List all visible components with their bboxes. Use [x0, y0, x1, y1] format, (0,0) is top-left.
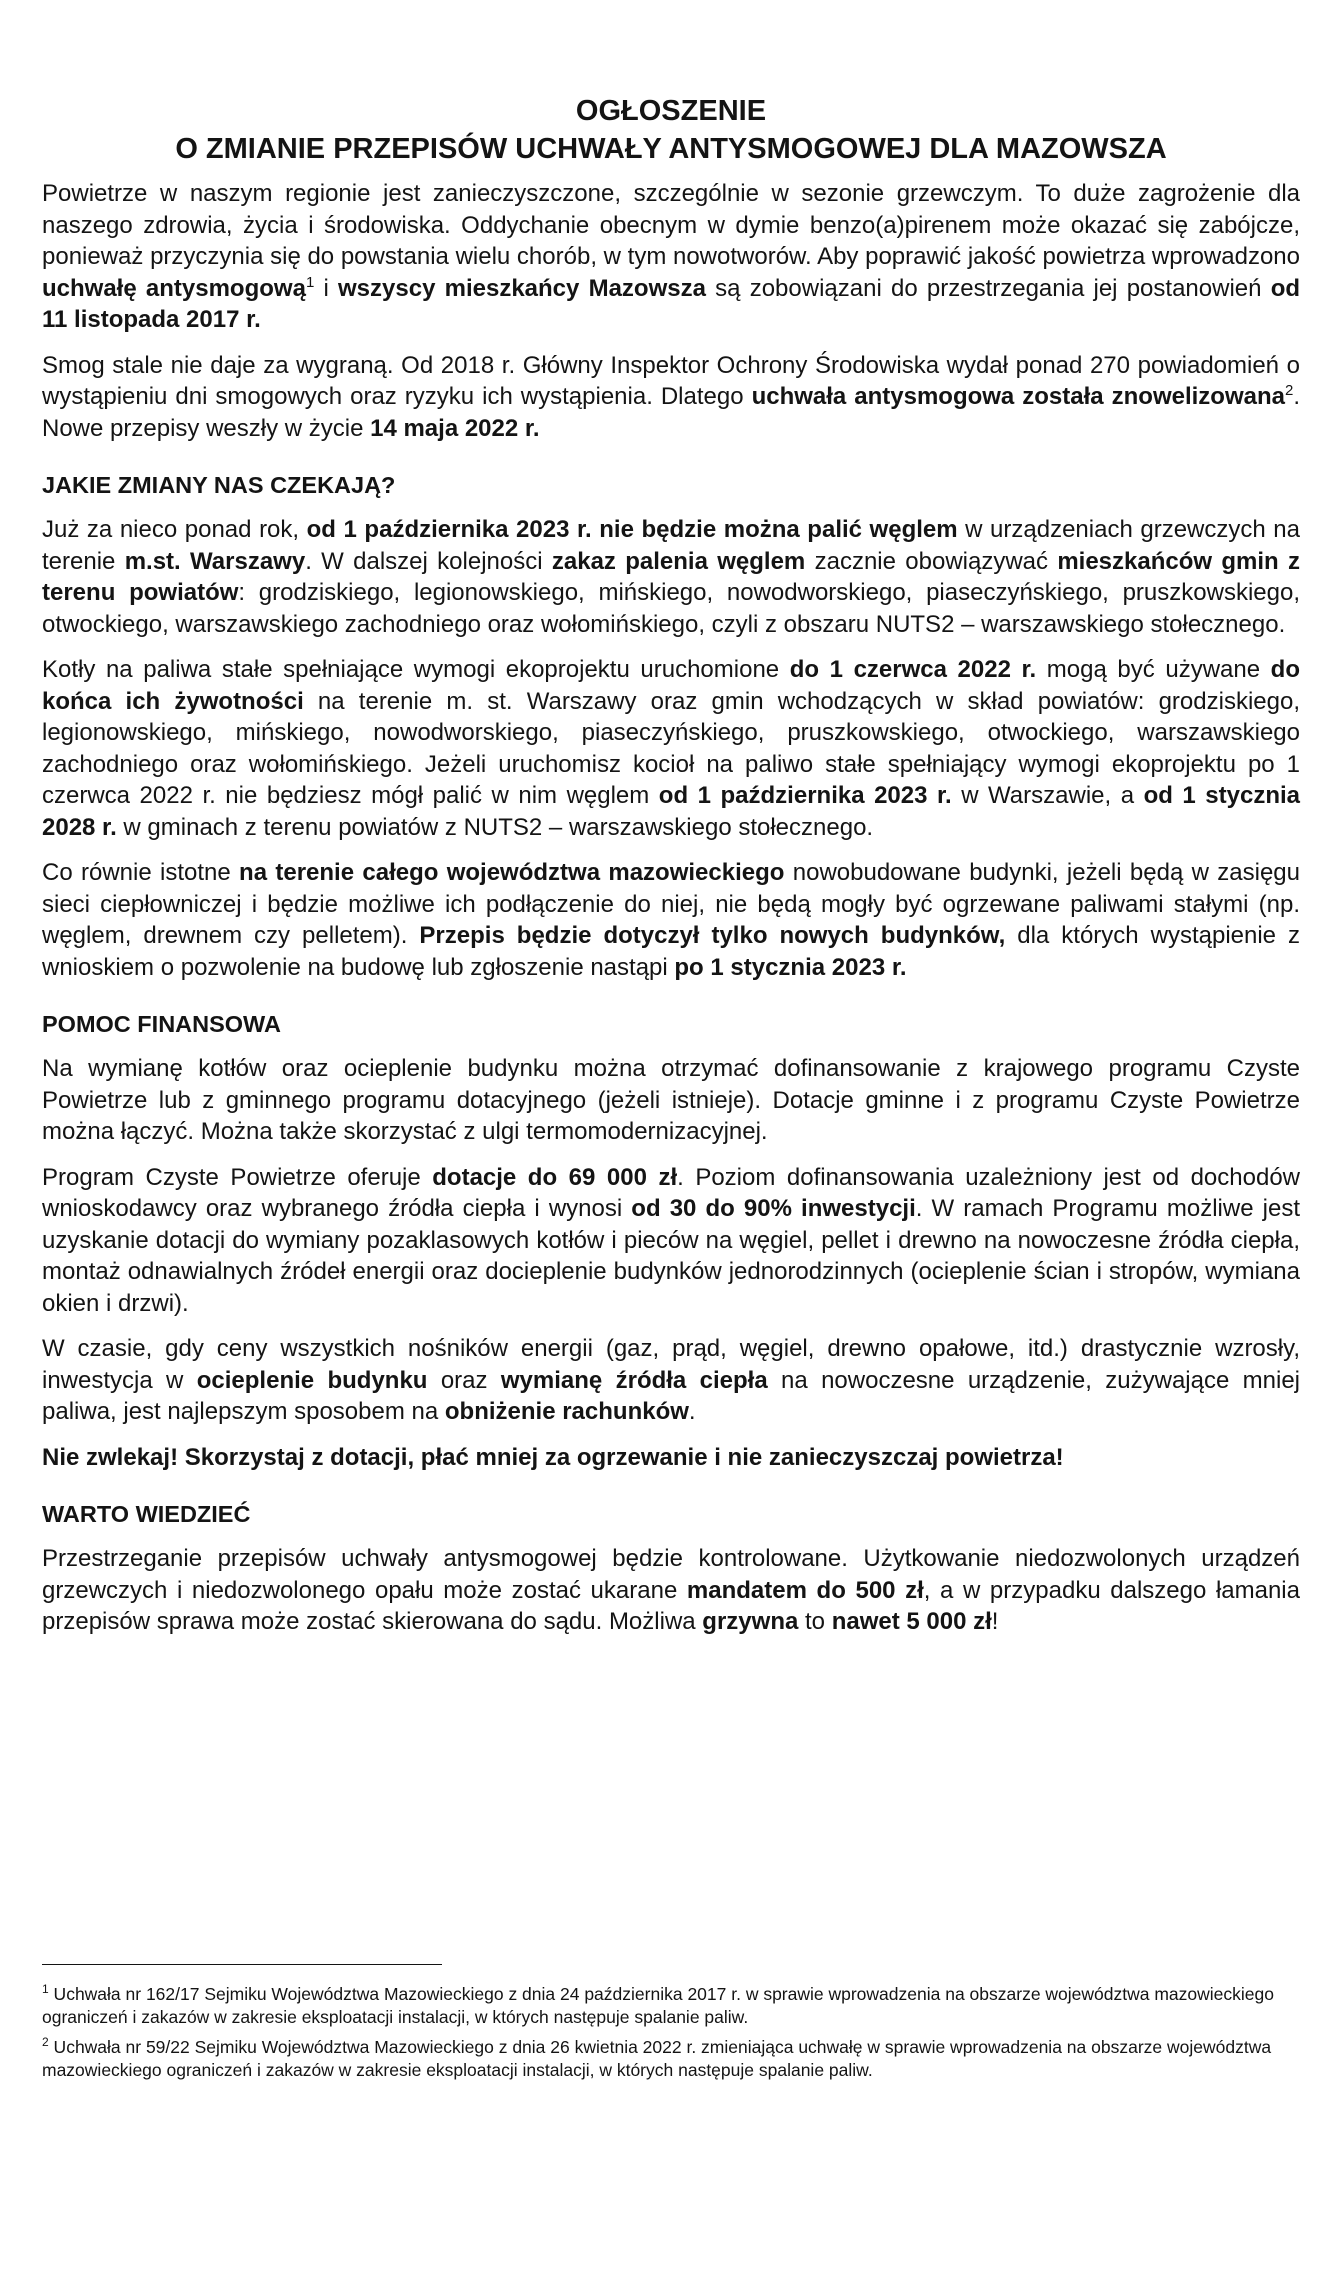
footnote-ref: 1	[305, 273, 315, 291]
text-run: : grodziskiego, legionowskiego, mińskiego, nowodworskiego, piaseczyńskiego, pruszkowskiego, otwockiego, warszawskiego zachodniego oraz wołomińskiego, czyli z obszaru NUTS2 – warszawskiego stołecznego.	[42, 579, 1300, 638]
bold-run: dotacje do 69 000 zł	[432, 1163, 678, 1191]
bold-run: od 30 do 90% inwestycji	[631, 1195, 916, 1222]
bold-run: od 11 listopada 2017 r.	[42, 274, 1301, 333]
bold-run: obniżenie rachunków	[444, 1398, 689, 1425]
bold-run: nawet 5 000 zł	[831, 1608, 992, 1635]
text-run: dla których wystąpienie z wnioskiem o pozwolenie na budowę lub zgłoszenie nastąpi	[42, 922, 1301, 981]
text-run: Już za nieco ponad rok,	[42, 516, 307, 543]
title-line-2: O ZMIANIE PRZEPISÓW UCHWAŁY ANTYSMOGOWEJ DLA MAZOWSZA	[175, 133, 1167, 165]
text-run: W czasie, gdy ceny wszystkich nośników energii (gaz, prąd, węgiel, drewno opałowe, itd.) drastycznie wzrosły, inwestycja w	[42, 1335, 1300, 1394]
bold-run: uchwała antysmogowa została znowelizowana	[751, 383, 1285, 410]
text-run: , a w przypadku dalszego łamania przepisów sprawa może zostać skierowana do sądu. Możliwa	[42, 1576, 1300, 1635]
bold-run: Przepis będzie dotyczył tylko nowych budynków,	[419, 922, 1006, 949]
bold-run: na terenie całego województwa mazowieckiego	[239, 859, 785, 886]
text-run: Smog stale nie daje za wygraną. Od 2018 r. Główny Inspektor Ochrony Środowiska wydał ponad 270 powiadomień o wystąpieniu dni smogowych oraz ryzyku ich wystąpienia. Dlatego	[42, 351, 1300, 410]
bold-run: po 1 stycznia 2023 r.	[674, 953, 907, 981]
text-run: w gminach z terenu powiatów z NUTS2 – warszawskiego stołecznego.	[116, 813, 874, 841]
bold-run: wymianę źródła ciepła	[500, 1366, 768, 1394]
bold-run: uchwałę antysmogową	[42, 274, 306, 302]
document-title	[42, 92, 1300, 168]
call-to-action: Nie zwlekaj! Skorzystaj z dotacji, płać mniej za ogrzewanie i nie zanieczyszczaj powietrza!	[42, 1443, 1064, 1471]
text-run: w Warszawie, a	[951, 782, 1144, 809]
text-run: . W ramach Programu możliwe jest uzyskanie dotacji do wymiany pozaklasowych kotłów i pieców na węgiel, pellet i drewno na nowoczesne źródła ciepła, montaż odnawialnych źródeł energii oraz docieplenie budynków jednorodzinnych (ocieplenie ścian i stropów, wymiana okien i drzwi).	[42, 1195, 1301, 1317]
changes-paragraph-3	[42, 857, 1300, 983]
text-run: . Poziom dofinansowania uzależniony jest od dochodów wnioskodawcy oraz wybranego źródła ciepła i wynosi	[42, 1163, 1300, 1222]
bold-run: m.st. Warszawy	[124, 547, 306, 575]
aid-paragraph-1: Na wymianę kotłów oraz ocieplenie budynku można otrzymać dofinansowanie z krajowego programu Czyste Powietrze lub z gminnego programu dotacyjnego (jeżeli istnieje). Dotacje gminne i z programu Czyste Powietrze można łączyć. Można także skorzystać z ulgi termomodernizacyjnej.	[42, 1055, 1300, 1145]
footnote-ref: 2	[1284, 382, 1294, 399]
footnote-number: 1	[42, 1982, 49, 1997]
section-heading-changes: JAKIE ZMIANY NAS CZEKAJĄ?	[42, 472, 396, 498]
text-run: na nowoczesne urządzenie, zużywające mniej paliwa, jest najlepszym sposobem na	[42, 1366, 1301, 1425]
intro-paragraph-1	[42, 178, 1300, 336]
info-paragraph-1	[42, 1543, 1300, 1638]
document-body	[42, 178, 1300, 1638]
bold-run: do końca ich żywotności	[42, 656, 1300, 715]
text-run: . W dalszej kolejności	[305, 547, 552, 575]
text-run: !	[991, 1608, 999, 1635]
bold-run: do 1 czerwca 2022 r.	[789, 656, 1037, 683]
text-run: Powietrze w naszym regionie jest zanieczyszczone, szczególnie w sezonie grzewczym. To duże zagrożenie dla naszego zdrowia, życia i środowiska. Oddychanie obecnym w dymie benzo(a)pirenem może okazać się zabójcze, ponieważ przyczynia się do powstania wielu chorób, w tym nowotworów. Aby poprawić jakość powietrza wprowadzono	[42, 180, 1300, 270]
footnotes	[42, 1964, 1300, 2089]
bold-run: od 1 stycznia 2028 r.	[42, 782, 1300, 841]
footnote-1	[42, 1983, 1300, 2029]
footnote-number: 2	[42, 2035, 49, 2050]
text-run: zacznie obowiązywać	[805, 547, 1058, 575]
section-heading-financial-aid: POMOC FINANSOWA	[42, 1011, 281, 1037]
section-heading-good-to-know: WARTO WIEDZIEĆ	[42, 1501, 251, 1527]
intro-paragraph-2	[42, 350, 1300, 445]
text-run: są zobowiązani do przestrzegania jej postanowień	[705, 274, 1271, 302]
text-run: Program Czyste Powietrze oferuje	[42, 1163, 433, 1191]
text-run: mogą być używane	[1036, 656, 1271, 683]
text-run: Przestrzeganie przepisów uchwały antysmogowej będzie kontrolowane. Użytkowanie niedozwolonych urządzeń grzewczych i niedozwolonego opału może zostać ukarane	[42, 1545, 1300, 1604]
footnote-divider	[42, 1964, 442, 1965]
bold-run: ocieplenie budynku	[196, 1366, 428, 1394]
text-run: i	[314, 274, 339, 302]
bold-run: mieszkańców gmin z terenu powiatów	[42, 547, 1301, 606]
text-run: Kotły na paliwa stałe spełniające wymogi ekoprojektu uruchomione	[42, 656, 790, 683]
bold-run: od 1 października 2023 r. nie będzie można palić węglem	[306, 516, 958, 543]
aid-paragraph-2	[42, 1162, 1300, 1320]
changes-paragraph-1	[42, 514, 1300, 640]
bold-run: 14 maja 2022 r.	[370, 414, 540, 442]
changes-paragraph-2	[42, 654, 1300, 843]
bold-run: mandatem do 500 zł	[686, 1576, 924, 1604]
text-run: w urządzeniach grzewczych na terenie	[42, 516, 1301, 575]
footnote-2	[42, 2036, 1300, 2082]
text-run: oraz	[427, 1366, 501, 1394]
bold-run: grzywna	[702, 1608, 799, 1635]
text-run: na terenie m. st. Warszawy oraz gmin wchodzących w skład powiatów: grodziskiego, legionowskiego, mińskiego, nowodworskiego, piaseczyńskiego, pruszkowskiego, otwockiego, warszawskiego zachodniego oraz wołomińskiego. Jeżeli uruchomisz kocioł na paliwo stałe spełniający wymogi ekoprojektu po 1 czerwca 2022 r. nie będziesz mógł palić w nim węglem	[42, 687, 1300, 809]
bold-run: zakaz palenia węglem	[551, 547, 806, 575]
footnote-text: Uchwała nr 59/22 Sejmiku Województwa Mazowieckiego z dnia 26 kwietnia 2022 r. zmieniająca uchwałę w sprawie wprowadzenia na obszarze województwa mazowieckiego ograniczeń i zakazów w zakresie eksploatacji instalacji, w których następuje spalanie paliw.	[42, 2037, 1272, 2080]
text-run: nowobudowane budynki, jeżeli będą w zasięgu sieci ciepłowniczej i będzie możliwe ich podłączenie do niej, nie będą mogły być ogrzewane paliwami stałymi (np. węglem, drewnem czy pelletem).	[42, 859, 1300, 949]
aid-paragraph-3	[42, 1333, 1300, 1428]
bold-run: od 1 października 2023 r.	[658, 782, 952, 809]
footnote-text: Uchwała nr 162/17 Sejmiku Województwa Mazowieckiego z dnia 24 października 2017 r. w sprawie wprowadzenia na obszarze województwa mazowieckiego ograniczeń i zakazów w zakresie eksploatacji instalacji, w których następuje spalanie paliw.	[42, 1984, 1274, 2027]
text-run: .	[688, 1398, 696, 1425]
title-line-1: OGŁOSZENIE	[575, 95, 767, 127]
text-run: . Nowe przepisy weszły w życie	[42, 383, 1300, 442]
bold-run: wszyscy mieszkańcy Mazowsza	[338, 274, 706, 302]
text-run: Co równie istotne	[42, 859, 240, 886]
text-run: to	[798, 1608, 832, 1635]
